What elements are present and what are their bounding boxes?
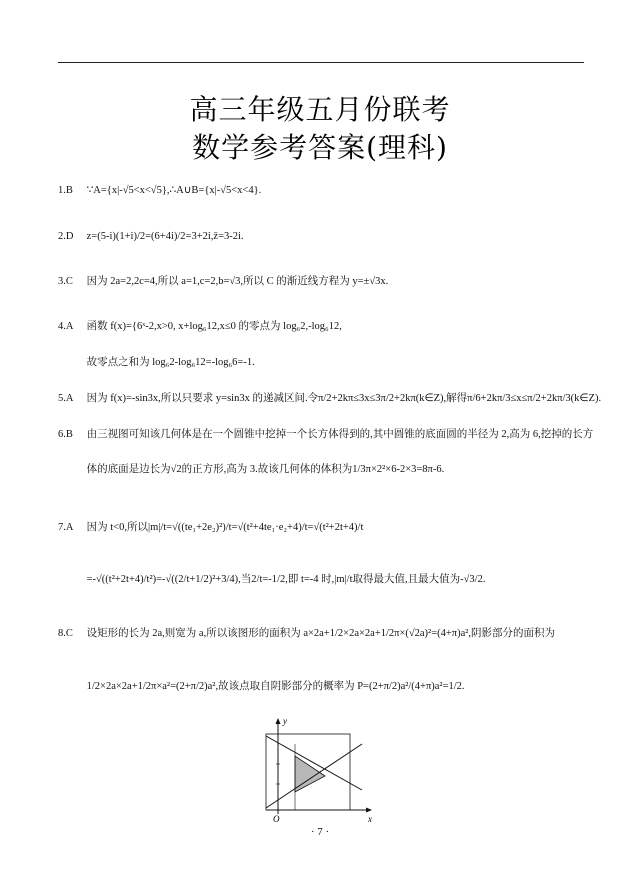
page-number: · 7 · <box>310 826 330 838</box>
answer-text: 因为 t<0,所以|m|/t=√((te₁+2e₂)²)/t=√(t²+4te₁·e₂+4)/t=√(t²+2t+4)/t <box>86 522 364 533</box>
answer-number: 2.D <box>58 231 74 242</box>
figure-background <box>262 714 378 826</box>
answer-line <box>58 463 588 477</box>
answer-number: 3.C <box>58 276 73 287</box>
answer-line <box>58 356 588 370</box>
x-axis-label: x <box>368 814 372 824</box>
answer-text: =-√((t²+2t+4)/t²)=-√((2/t+1/2)²+3/4),当2/t=-1/2,即 t=-4 时,|m|/t取得最大值,且最大值为-√3/2. <box>86 574 486 585</box>
answer-line <box>58 521 588 535</box>
answer-text: 设矩形的长为 2a,则宽为 a,所以该图形的面积为 a×2a+1/2×2a×2a+1/2π×(√2a)²=(4+π)a²,阴影部分的面积为 <box>86 628 556 639</box>
answer-line <box>58 680 588 694</box>
answer-text: 故零点之和为 log₆2-log₆12=-log₆6=-1. <box>86 357 255 368</box>
answer-line <box>58 573 588 587</box>
answer-line <box>58 184 588 198</box>
answer-text: 由三视图可知该几何体是在一个圆锥中挖掉一个长方体得到的,其中圆锥的底面圆的半径为 2,高为 6,挖掉的长方 <box>86 429 594 440</box>
answer-text: ∵A={x|-√5<x<√5},∴A∪B={x|-√5<x<4}. <box>86 185 262 196</box>
y-axis-label: y <box>283 716 287 726</box>
answer-number: 8.C <box>58 628 73 639</box>
header-rule <box>58 62 584 63</box>
answer-number: 4.A <box>58 321 74 332</box>
page-subtitle: 数学参考答案(理科) <box>192 131 448 164</box>
answer-line <box>58 320 588 334</box>
answer-text: 因为 f(x)=-sin3x,所以只要求 y=sin3x 的递减区间.令π/2+2kπ≤3x≤3π/2+2kπ(k∈Z),解得π/6+2kπ/3≤x≤π/2+2kπ/3(k∈Z). <box>86 393 602 404</box>
answer-number: 7.A <box>58 522 74 533</box>
answer-number: 5.A <box>58 393 74 404</box>
answer-line <box>58 392 602 406</box>
origin-label: O <box>273 814 280 824</box>
answer-line <box>58 230 588 244</box>
answer-number: 6.B <box>58 429 73 440</box>
answer-number: 1.B <box>58 185 73 196</box>
answer-line <box>58 275 588 289</box>
page-title: 高三年级五月份联考 <box>189 93 451 126</box>
answer-text: 函数 f(x)={6ˣ-2,x>0, x+log₆12,x≤0 的零点为 log₆2,-log₆12, <box>86 321 342 332</box>
answer-text: 因为 2a=2,2c=4,所以 a=1,c=2,b=√3,所以 C 的渐近线方程为 y=±√3x. <box>86 276 389 287</box>
answer-line <box>58 627 588 641</box>
answer-text: 1/2×2a×2a+1/2π×a²=(2+π/2)a²,故该点取自阴影部分的概率为 P=(2+π/2)a²/(4+π)a²=1/2. <box>86 681 465 692</box>
answer-text: z=(5-i)(1+i)/2=(6+4i)/2=3+2i,z̄=3-2i. <box>86 231 244 242</box>
answer-text: 体的底面是边长为√2的正方形,高为 3.故该几何体的体积为1/3π×2²×6-2×3=8π-6. <box>86 464 445 475</box>
shaded-region-figure <box>262 714 378 826</box>
answer-line <box>58 428 594 442</box>
